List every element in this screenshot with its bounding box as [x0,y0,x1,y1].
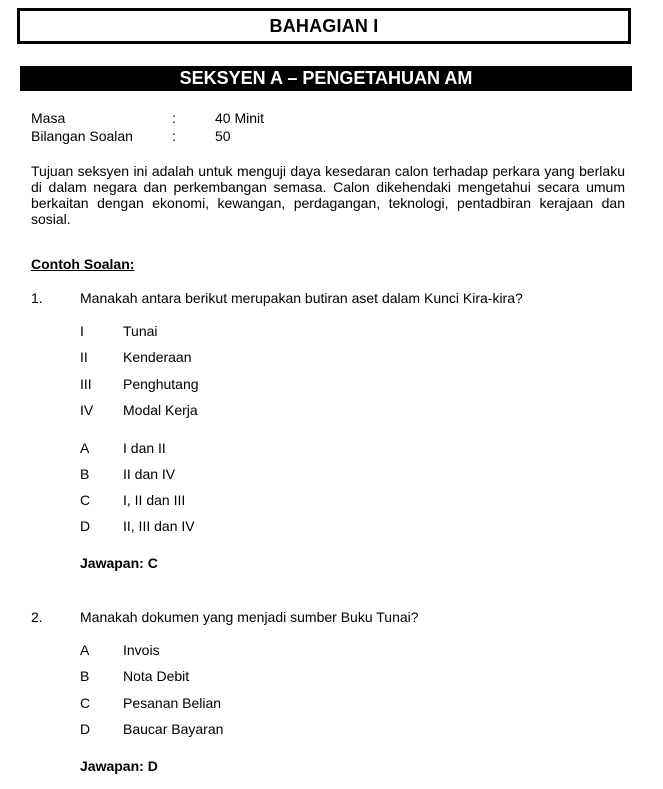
q1-answer: Jawapan: C [80,555,158,571]
q2-option-text: Invois [123,642,160,658]
question-1-text: Manakah antara berikut merupakan butiran aset dalam Kunci Kira-kira? [80,290,523,306]
q2-option-label: C [80,695,91,711]
q1-option-text: II dan IV [123,466,176,482]
section-intro: Tujuan seksyen ini adalah untuk menguji daya kesedaran calon terhadap perkara yang berlaku di dalam negara dan perkembangan semasa. Calon dikehendaki mengetahui secara umum berkaitan dengan ekonomi, kewangan, perdagangan, teknologi, pentadbiran kerajaan dan sosial. [31,163,625,227]
question-2-text: Manakah dokumen yang menjadi sumber Buku Tunai? [80,609,419,625]
q1-option-label: B [80,466,90,482]
q2-option-label: D [80,721,91,737]
question-1-number: 1. [31,290,43,306]
q2-option-text: Nota Debit [123,668,190,684]
question-count-value: 50 [215,128,231,144]
part-title: BAHAGIAN I [269,15,379,36]
question-2-number: 2. [31,609,43,625]
question-count-label: Bilangan Soalan [31,128,133,144]
q1-statement-label: IV [80,402,94,418]
question-count-separator: : [172,128,176,144]
example-heading: Contoh Soalan: [31,256,135,272]
q2-option-label: B [80,668,90,684]
q1-statement-text: Penghutang [123,376,199,392]
q1-option-text: II, III dan IV [123,518,195,534]
q1-statement-text: Tunai [123,323,158,339]
q2-option-text: Baucar Bayaran [123,721,224,737]
duration-separator: : [172,110,176,126]
q2-answer: Jawapan: D [80,758,158,774]
duration-label: Masa [31,110,66,126]
q1-option-label: C [80,492,91,508]
q2-option-label: A [80,642,90,658]
section-title-bar [20,66,632,91]
q1-statement-label: I [80,323,84,339]
q1-option-text: I, II dan III [123,492,186,508]
duration-value: 40 Minit [215,110,265,126]
q1-option-text: I dan II [123,440,166,456]
q1-statement-text: Modal Kerja [123,402,198,418]
q1-statement-label: II [80,349,88,365]
q1-statement-text: Kenderaan [123,349,192,365]
q1-option-label: D [80,518,91,534]
part-title-box [17,8,631,44]
q2-option-text: Pesanan Belian [123,695,222,711]
section-title: SEKSYEN A – PENGETAHUAN AM [179,68,473,88]
q1-option-label: A [80,440,90,456]
q1-statement-label: III [80,376,92,392]
